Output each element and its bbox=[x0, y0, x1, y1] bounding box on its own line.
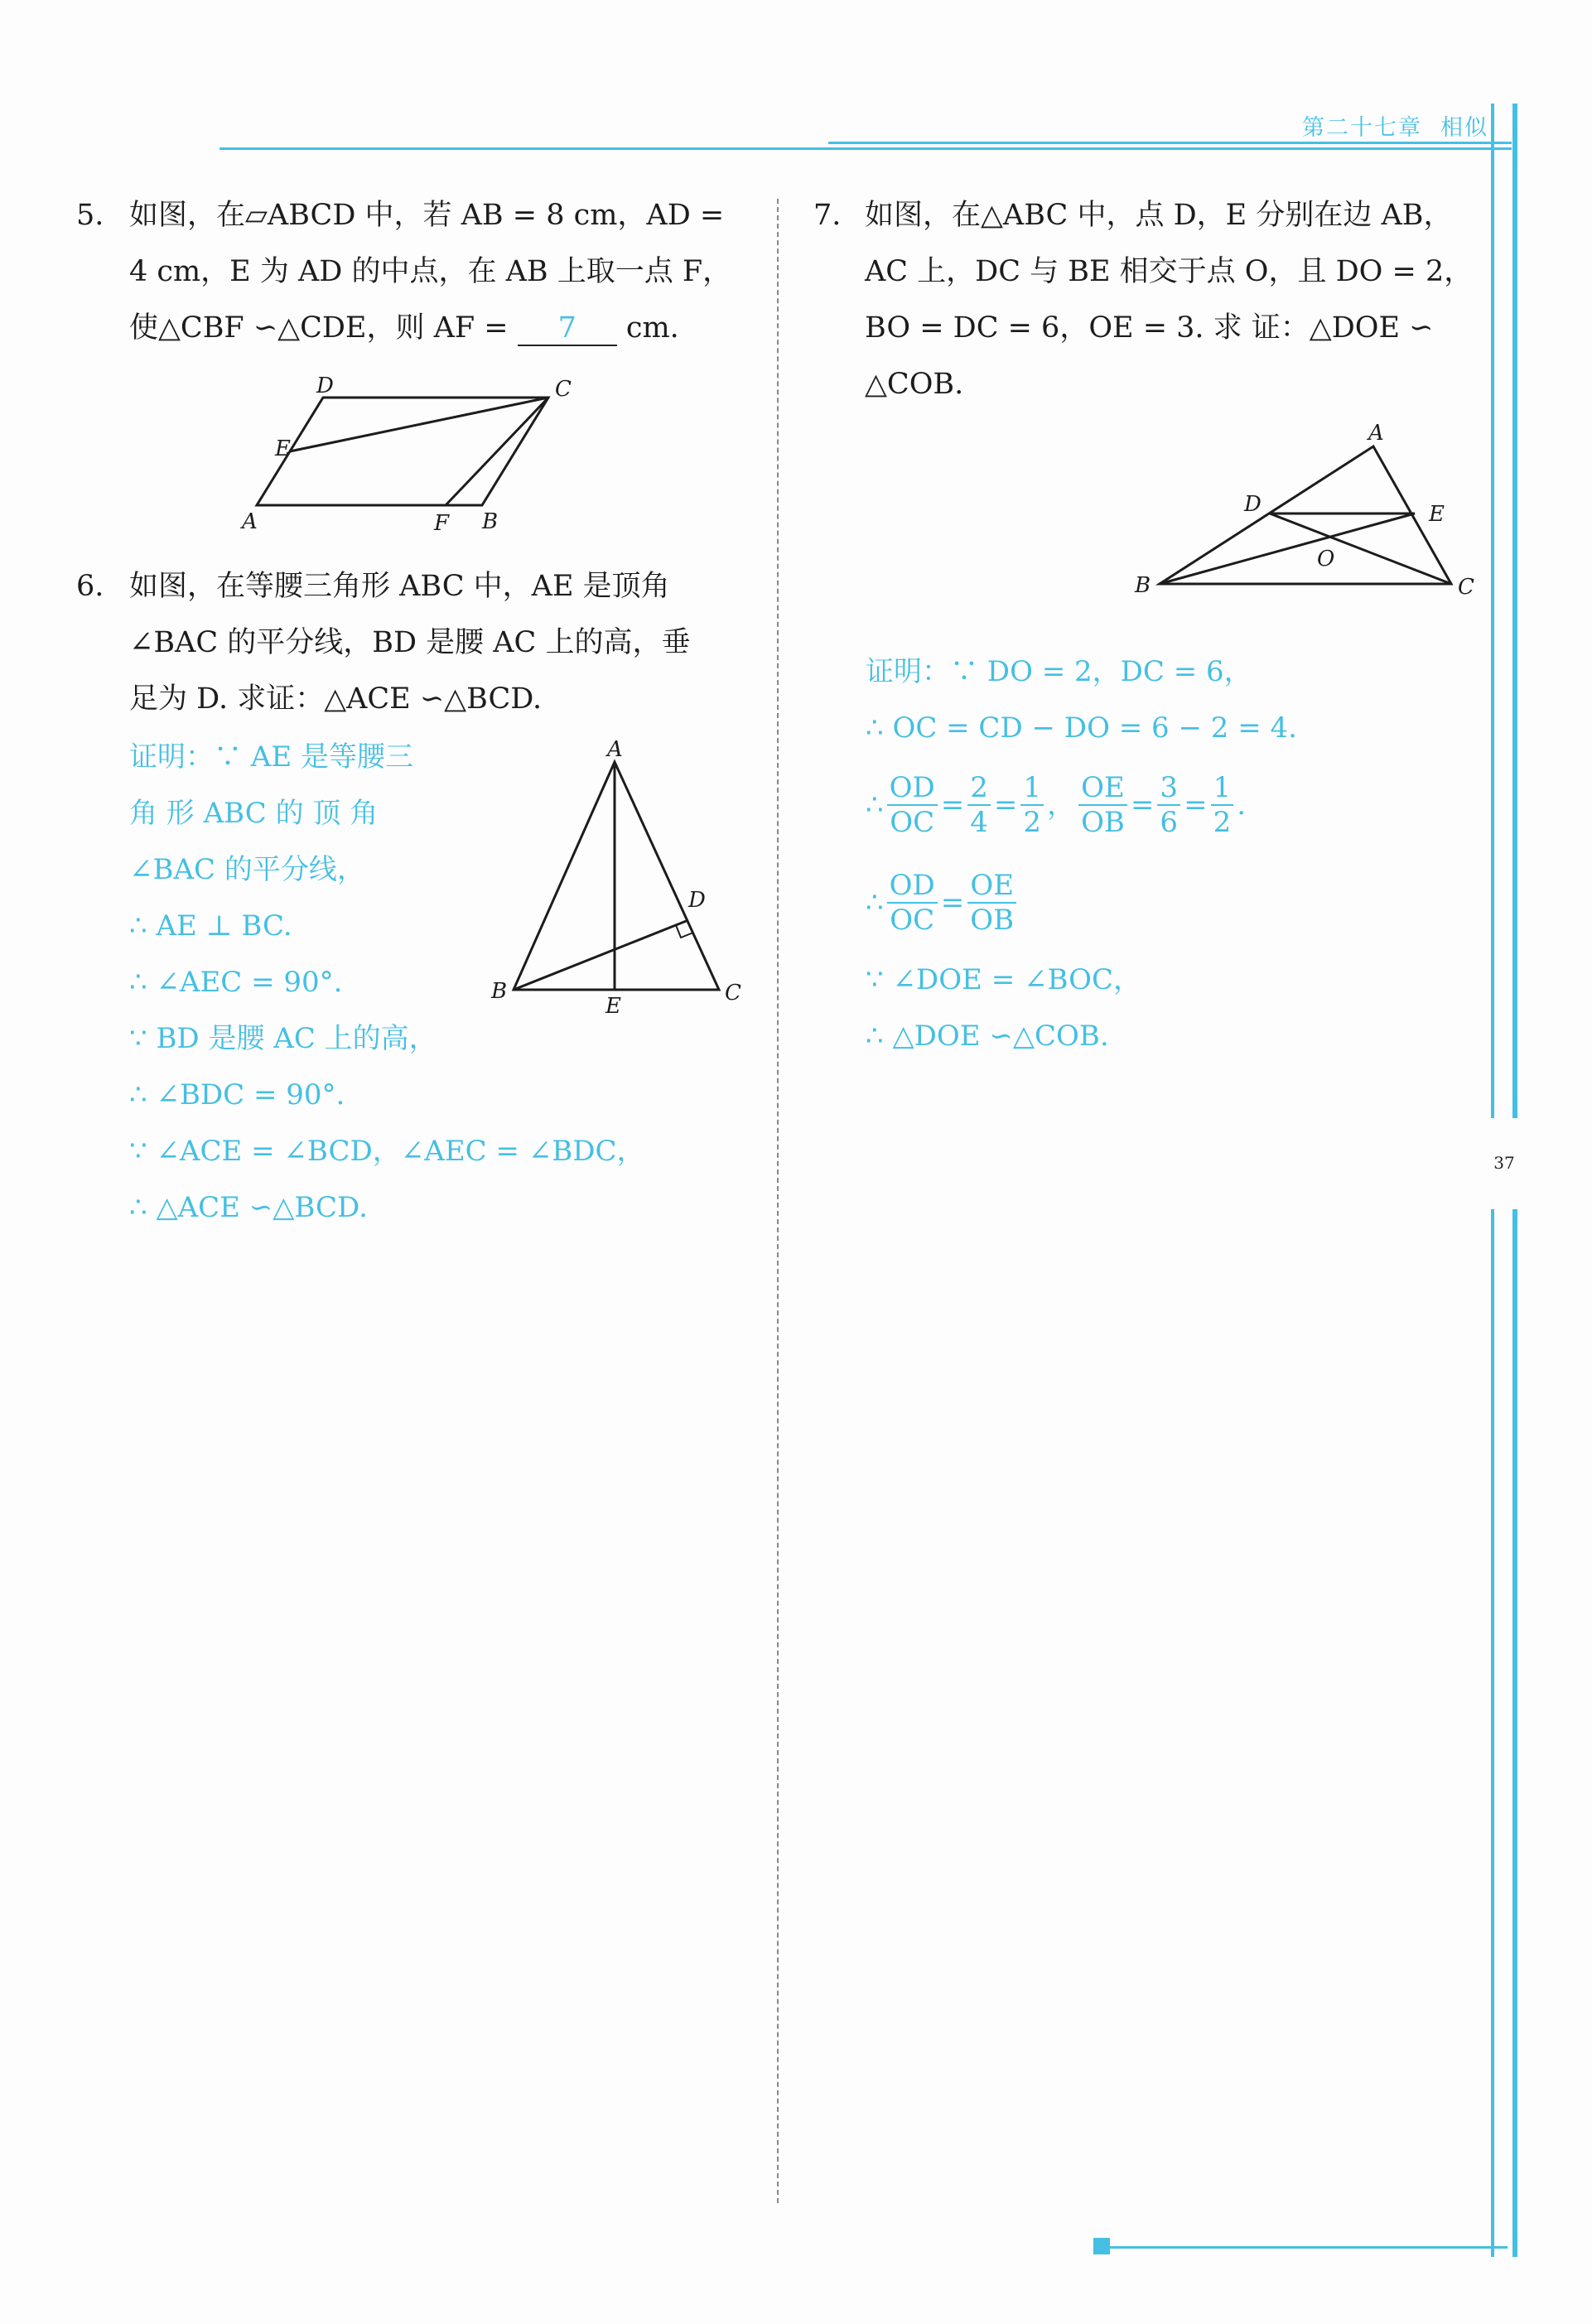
question-number: 5. bbox=[76, 199, 104, 232]
fraction-oe-ob bbox=[967, 869, 1016, 937]
label-e: E bbox=[275, 436, 291, 461]
label-o: O bbox=[1317, 547, 1335, 571]
question-7 bbox=[813, 187, 1493, 412]
numerator: 2 bbox=[967, 771, 991, 806]
answer-blank: 7 bbox=[518, 311, 617, 346]
label-b: B bbox=[482, 509, 499, 534]
question-text-line: 如图，在等腰三角形 ABC 中，AE 是顶角 bbox=[129, 570, 670, 603]
numerator: 1 bbox=[1211, 771, 1234, 806]
question-text: 使△CBF ∽△CDE，则 AF = bbox=[129, 311, 509, 345]
label-d: D bbox=[688, 888, 706, 913]
label-a: A bbox=[1368, 421, 1384, 446]
denominator: OC bbox=[890, 904, 935, 937]
column-divider bbox=[777, 199, 779, 2203]
label-a: A bbox=[607, 737, 623, 762]
label-e: E bbox=[605, 994, 621, 1019]
proof-line: ∠BAC 的平分线， bbox=[129, 853, 365, 886]
chapter-label: 第二十七章 bbox=[1302, 115, 1422, 141]
period: . bbox=[1237, 788, 1247, 822]
proof-line: ∴ ∠AEC = 90°. bbox=[129, 966, 343, 999]
parallelogram-abcd bbox=[257, 398, 548, 505]
question-6 bbox=[76, 558, 755, 727]
proof-line: ∴ OC = CD − DO = 6 − 2 = 4. bbox=[866, 711, 1297, 745]
proof-line: ∵ ∠ACE = ∠BCD，∠AEC = ∠BDC， bbox=[129, 1135, 645, 1168]
equals-sign: = bbox=[940, 788, 965, 822]
label-c: C bbox=[555, 377, 572, 402]
fraction-3-6 bbox=[1157, 771, 1180, 839]
fraction-od-oc bbox=[887, 869, 938, 937]
denominator: 6 bbox=[1160, 806, 1179, 839]
denominator: OC bbox=[890, 806, 935, 839]
equals-sign: = bbox=[1130, 788, 1155, 822]
label-a: A bbox=[242, 509, 258, 534]
fraction-od-oc bbox=[887, 771, 938, 839]
fraction-1-2 bbox=[1020, 771, 1044, 839]
isosceles-triangle-figure bbox=[485, 733, 750, 1023]
numerator: OD bbox=[887, 771, 938, 806]
proof-line: ∵ ∠DOE = ∠BOC， bbox=[866, 963, 1141, 996]
question-text-line: ∠BAC 的平分线，BD 是腰 AC 上的高，垂 bbox=[129, 626, 691, 659]
proof-line: ∴ △DOE ∽△COB. bbox=[866, 1020, 1109, 1053]
fraction-oe-ob bbox=[1078, 771, 1127, 839]
numerator: OE bbox=[967, 869, 1016, 904]
proof-line: 角 形 ABC 的 顶 角 bbox=[129, 797, 379, 830]
question-text-line bbox=[129, 300, 755, 356]
header-rule bbox=[220, 147, 1512, 150]
footer-rule bbox=[1102, 2246, 1508, 2249]
segment-be bbox=[1160, 513, 1415, 584]
numerator: 1 bbox=[1020, 771, 1044, 806]
question-text-line: 如图，在▱ABCD 中，若 AB = 8 cm，AD = bbox=[129, 199, 725, 232]
segment-cf bbox=[446, 398, 548, 505]
chapter-title: 相似 bbox=[1440, 115, 1488, 141]
fraction-1-2 bbox=[1211, 771, 1234, 839]
denominator: 4 bbox=[970, 806, 988, 839]
therefore-symbol: ∴ bbox=[866, 788, 884, 822]
triangle-dec-figure bbox=[1126, 418, 1491, 609]
fraction-2-4 bbox=[967, 771, 991, 839]
label-d: D bbox=[1244, 492, 1262, 517]
proof-line: ∴ AE ⊥ BC. bbox=[129, 909, 292, 943]
question-number: 6. bbox=[76, 570, 104, 603]
proof-line-ratio-equality bbox=[866, 854, 1297, 952]
label-c: C bbox=[725, 981, 741, 1005]
label-e: E bbox=[1429, 502, 1445, 527]
proof-line: ∵ BD 是腰 AC 上的高， bbox=[129, 1022, 437, 1055]
unit-text: cm. bbox=[625, 311, 679, 345]
label-b: B bbox=[1135, 573, 1151, 598]
proof-line: 证明：∵ AE 是等腰三 bbox=[129, 740, 413, 774]
proof-line: ∴ △ACE ∽△BCD. bbox=[129, 1191, 368, 1224]
q7-proof bbox=[866, 644, 1297, 1064]
denominator: 2 bbox=[1213, 806, 1232, 839]
label-b: B bbox=[491, 979, 508, 1004]
label-c: C bbox=[1458, 575, 1474, 600]
page-number: 37 bbox=[1493, 1153, 1515, 1173]
proof-line: ∴ ∠BDC = 90°. bbox=[129, 1078, 345, 1111]
proof-line: 证明：∵ DO = 2，DC = 6， bbox=[866, 655, 1252, 688]
parallelogram-figure bbox=[240, 373, 588, 538]
question-text-line: △COB. bbox=[865, 368, 964, 401]
question-5 bbox=[76, 187, 755, 356]
page-header bbox=[1284, 109, 1488, 142]
question-text-line: BO = DC = 6，OE = 3. 求 证：△DOE ∽ bbox=[865, 311, 1434, 345]
question-text-line: 如图，在△ABC 中，点 D，E 分别在边 AB， bbox=[865, 199, 1453, 232]
question-number: 7. bbox=[813, 199, 842, 232]
segment-dc bbox=[1270, 513, 1451, 584]
numerator: OE bbox=[1078, 771, 1127, 806]
equals-sign: = bbox=[993, 788, 1018, 822]
label-d: D bbox=[316, 374, 334, 398]
triangle-abc bbox=[514, 762, 719, 990]
header-rule-upper bbox=[828, 142, 1512, 144]
denominator: OB bbox=[1081, 806, 1125, 839]
proof-line-ratios bbox=[866, 756, 1297, 854]
numerator: OD bbox=[887, 869, 938, 904]
question-text-line: 4 cm，E 为 AD 的中点，在 AB 上取一点 F， bbox=[129, 255, 732, 288]
therefore-symbol: ∴ bbox=[866, 886, 884, 919]
denominator: OB bbox=[970, 904, 1015, 937]
comma: ， bbox=[1047, 788, 1076, 822]
equals-sign: = bbox=[1184, 788, 1208, 822]
question-text-line: 足为 D. 求证：△ACE ∽△BCD. bbox=[129, 682, 543, 716]
segment-ce bbox=[290, 398, 548, 451]
question-text-line: AC 上，DC 与 BE 相交于点 O，且 DO = 2， bbox=[865, 255, 1474, 288]
denominator: 2 bbox=[1023, 806, 1042, 839]
numerator: 3 bbox=[1157, 771, 1180, 806]
equals-sign: = bbox=[940, 886, 965, 919]
label-f: F bbox=[434, 511, 450, 536]
